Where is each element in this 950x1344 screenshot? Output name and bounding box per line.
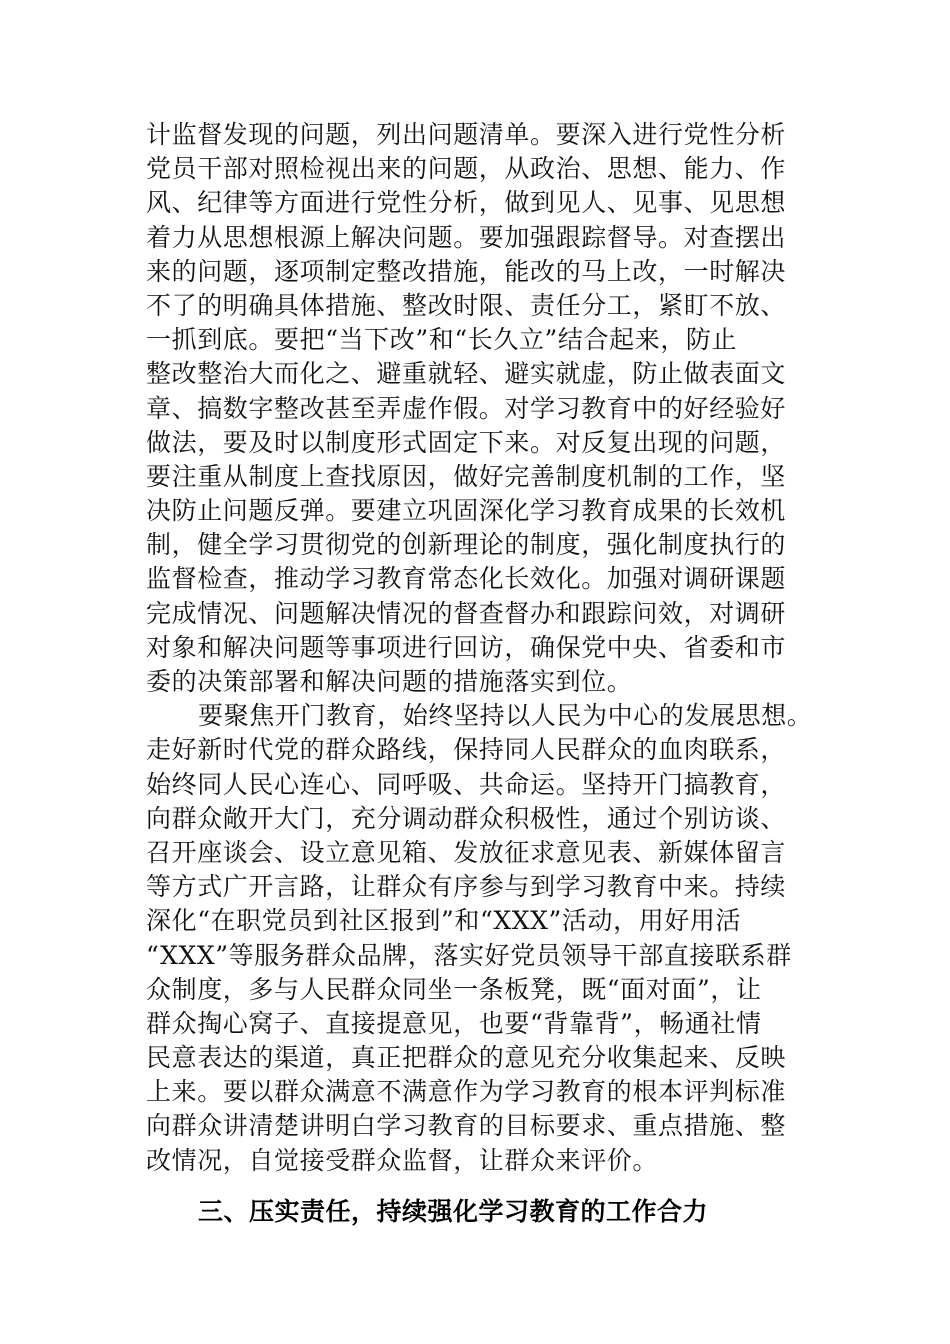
text-line: 风、纪律等方面进行党性分析，做到见人、见事、见思想 [146, 188, 787, 218]
text-line: “XXX”等服务群众品牌，落实好党员领导干部直接联系群 [146, 940, 792, 970]
text-line: 众制度，多与人民群众同坐一条板凳，既“面对面”，让 [146, 974, 762, 1004]
text-line: 上来。要以群众满意不满意作为学习教育的根本评判标准 [146, 1077, 787, 1107]
text-line: 委的决策部署和解决问题的措施落实到位。 [146, 667, 633, 696]
text-line: 向群众讲清楚讲明白学习教育的目标要求、重点措施、整 [146, 1111, 787, 1141]
text-line: 群众掏心窝子、直接提意见，也要“背靠背”，畅通社情 [146, 1008, 762, 1038]
text-line: 等方式广开言路，让群众有序参与到学习教育中来。持续 [146, 872, 787, 902]
text-line: 计监督发现的问题，列出问题清单。要深入进行党性分析 [146, 120, 787, 149]
text-line: 召开座谈会、设立意见箱、发放征求意见表、新媒体留言 [146, 837, 787, 867]
section-heading: 三、压实责任，持续强化学习教育的工作合力 [198, 1197, 709, 1226]
paragraph-continuation [146, 118, 846, 1178]
text-line: 章、搞数字整改甚至弄虚作假。对学习教育中的好经验好 [146, 393, 787, 423]
text-line: 着力从思想根源上解决问题。要加强跟踪督导。对查摆出 [146, 222, 787, 252]
text-line: 制，健全学习贯彻党的创新理论的制度，强化制度执行的 [146, 530, 787, 560]
text-line: 一抓到底。要把“当下改”和“长久立”结合起来，防止 [146, 325, 738, 355]
text-line: 民意表达的渠道，真正把群众的意见充分收集起来、反映 [146, 1043, 787, 1073]
text-line: 不了的明确具体措施、整改时限、责任分工，紧盯不放、 [146, 290, 787, 320]
text-line: 始终同人民心连心、同呼吸、共命运。坚持开门搞教育， [146, 769, 787, 799]
text-line: 完成情况、问题解决情况的督查督办和跟踪问效，对调研 [146, 598, 787, 628]
text-line: 向群众敞开大门，充分调动群众积极性，通过个别访谈、 [146, 803, 787, 833]
text-line: 监督检查，推动学习教育常态化长效化。加强对调研课题 [146, 564, 787, 594]
text-line: 决防止问题反弹。要建立巩固深化学习教育成果的长效机 [146, 496, 787, 526]
text-line: 深化“在职党员到社区报到”和“XXX”活动，用好用活 [146, 906, 742, 936]
text-line: 对象和解决问题等事项进行回访，确保党中央、省委和市 [146, 632, 787, 662]
text-line: 要注重从制度上查找原因，做好完善制度机制的工作，坚 [146, 461, 787, 491]
text-line: 做法，要及时以制度形式固定下来。对反复出现的问题， [146, 427, 787, 457]
text-line: 改情况，自觉接受群众监督，让群众来评价。 [146, 1145, 659, 1175]
text-line: 走好新时代党的群众路线，保持同人民群众的血肉联系， [146, 735, 787, 765]
text-line: 要聚焦开门教育，始终坚持以人民为中心的发展思想。 [198, 701, 813, 731]
text-line: 党员干部对照检视出来的问题，从政治、思想、能力、作 [146, 154, 787, 184]
text-line: 整改整治大而化之、避重就轻、避实就虚，防止做表面文 [146, 359, 787, 389]
text-line: 来的问题，逐项制定整改措施，能改的马上改，一时解决 [146, 256, 787, 286]
